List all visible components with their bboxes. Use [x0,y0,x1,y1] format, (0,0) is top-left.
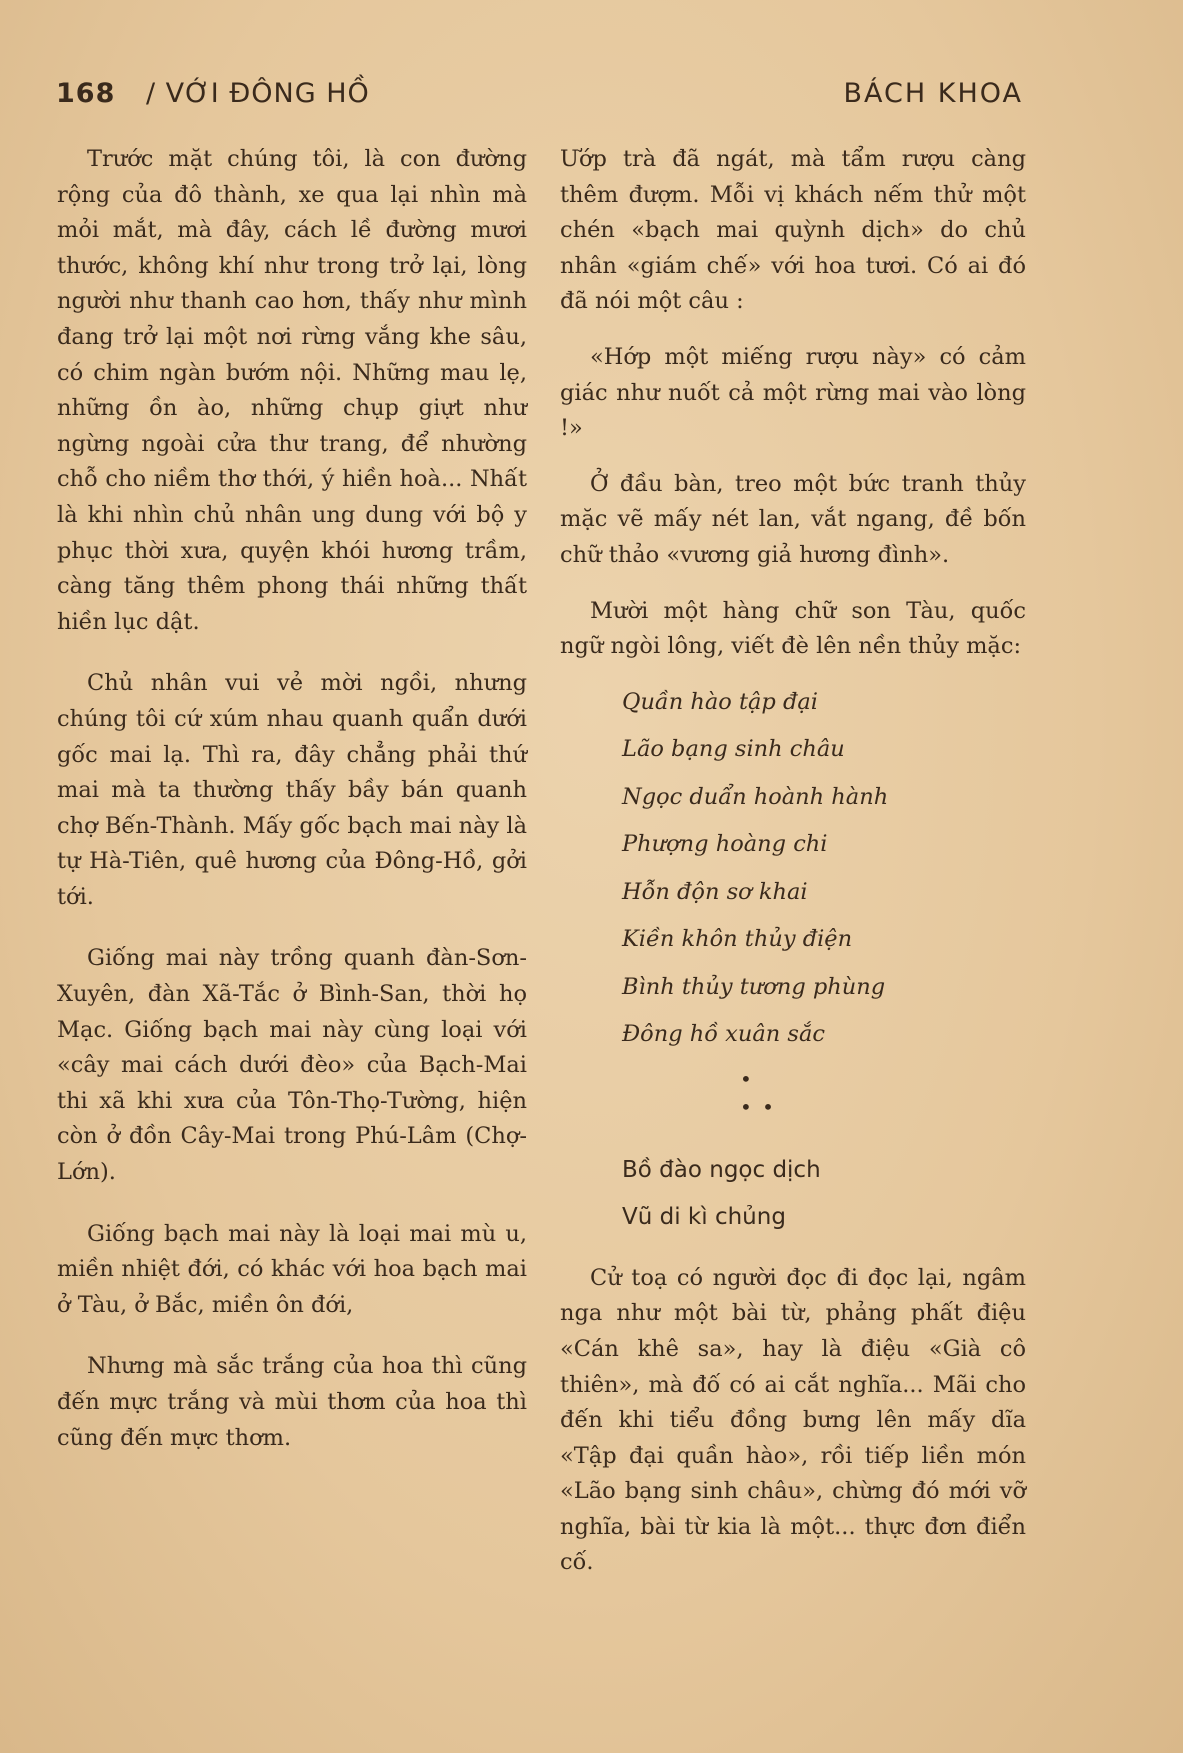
verse-line: Ngọc duẩn hoành hành [622,783,889,810]
menu-verse-continued [622,1147,1026,1241]
verse-line: Đông hồ xuân sắc [622,1021,825,1048]
verse-line: Hỗn độn sơ khai [622,878,808,905]
magazine-name: BÁCH KHOA [843,78,1023,109]
paragraph: Ướp trà đã ngát, mà tẩm rượu càng thêm đượm. Mỗi vị khách nếm thử một chén «bạch mai quỳnh dịch» do chủ nhân «giám chế» với hoa tươi. Có ai đó đã nói một câu : [560,146,1026,315]
verse-line: Vũ di kì chủng [622,1203,786,1230]
paragraph: Mười một hàng chữ son Tàu, quốc ngữ ngòi lông, viết đè lên nền thủy mặc: [560,597,1026,660]
paragraph: Cử toạ có người đọc đi đọc lại, ngâm nga như một bài từ, phảng phất điệu «Cán khê sa», hay là điệu «Già cô thiên», mà đố có ai cắt nghĩa... Mãi cho đến khi tiểu đồng bưng lên mấy dĩa «Tập đại quần hào», rồi tiếp liền món «Lão bạng sinh châu», chừng đó mới vỡ nghĩa, bài từ kia là một... thực đơn điển cố. [560,1264,1026,1576]
verse-line: Bình thủy tương phùng [622,973,886,1000]
paragraph: Trước mặt chúng tôi, là con đường rộng của đô thành, xe qua lại nhìn mà mỏi mắt, mà đây, cách lề đường mươi thước, không khí như trong trở lại, lòng người như thanh cao hơn, thấy như mình đang trở lại một nơi rừng vắng khe sâu, có chim ngàn bướm nội. Những mau lẹ, những ồn ào, những chụp giựt như ngừng ngoài cửa thư trang, để nhường chỗ cho niềm thơ thới, ý hiền hoà... Nhất là khi nhìn chủ nhân ung dung với bộ y phục thời xưa, quyện khói hương trầm, càng tăng thêm phong thái những thất hiền lục dật. [57,146,527,635]
left-column [57,142,527,1456]
paragraph-quote: «Hớp một miếng rượu này» có cảm giác như nuốt cả một rừng mai vào lòng !» [560,343,1026,442]
verse-line: Kiền khôn thủy điện [622,926,853,953]
paragraph: Nhưng mà sắc trắng của hoa thì cũng đến mực trắng và mùi thơm của hoa thì cũng đến mực thơm. [57,1353,527,1451]
paragraph: Giống mai này trồng quanh đàn-Sơn-Xuyên, đàn Xã-Tắc ở Bình-San, thời họ Mạc. Giống bạch mai này cùng loại với «cây mai cách dưới đèo» của Bạch-Mai thi xã khi xưa của Tôn-Thọ-Tường, hiện còn ở đồn Cây-Mai trong Phú-Lâm (Chợ-Lớn). [57,945,527,1186]
running-title: / VỚI ĐÔNG HỒ [146,78,370,109]
paragraph: Ở đầu bàn, treo một bức tranh thủy mặc vẽ mấy nét lan, vắt ngang, đề bốn chữ thảo «vương giả hương đình». [560,470,1026,568]
page-number: 168 [56,78,116,109]
verse-line: Phượng hoàng chi [622,831,828,858]
verse-line: Quần hào tập đại [622,688,818,715]
page-header [56,78,1023,118]
right-column [560,142,1026,1581]
menu-verse [622,679,1026,1059]
paragraph: Chủ nhân vui vẻ mời ngồi, nhưng chúng tôi cứ xúm nhau quanh quẩn dưới gốc mai lạ. Thì ra, đây chẳng phải thứ mai mà ta thường thấy bầy bán quanh chợ Bến-Thành. Mấy gốc bạch mai này là tự Hà-Tiên, quê hương của Đông-Hồ, gởi tới. [57,670,527,910]
paragraph: Giống bạch mai này là loại mai mù u, miền nhiệt đới, có khác với hoa bạch mai ở Tàu, ở Bắc, miền ôn đới, [57,1220,527,1318]
verse-line: Bồ đào ngọc dịch [622,1156,821,1183]
section-separator: • • • [740,1066,776,1119]
verse-line: Lão bạng sinh châu [622,736,845,763]
